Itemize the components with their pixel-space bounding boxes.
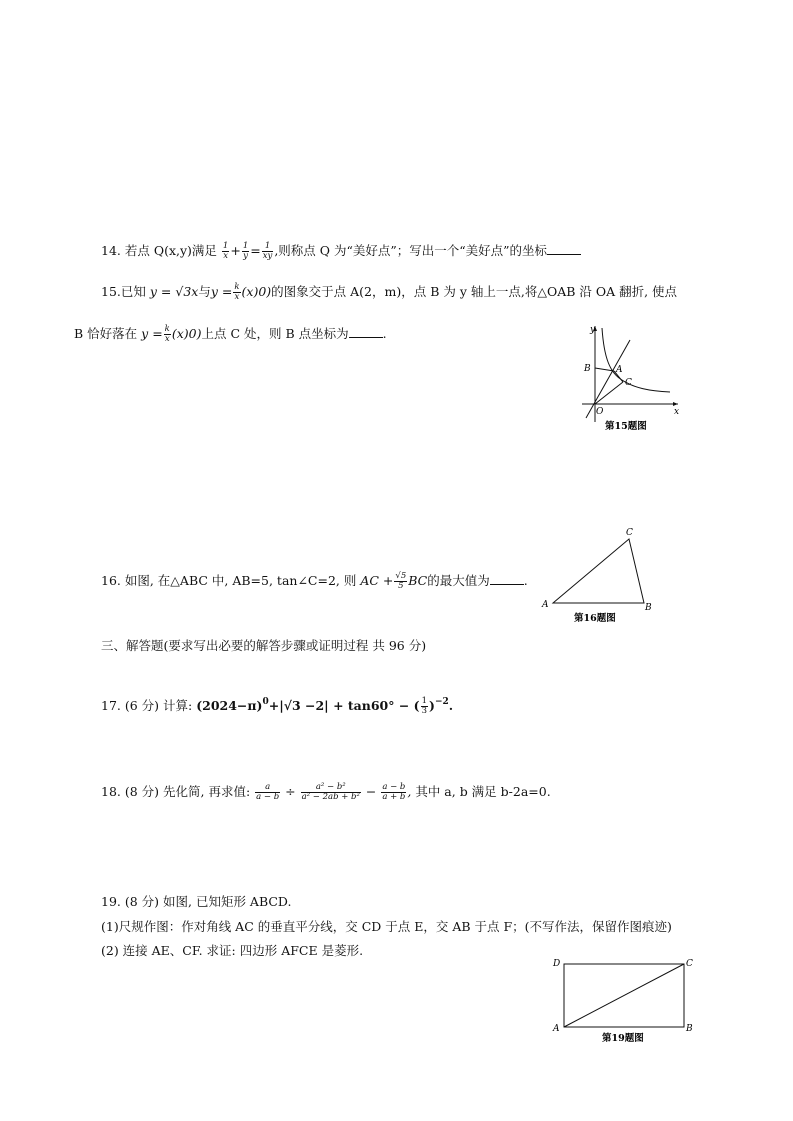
q15-prefix: 15.已知 [101, 284, 146, 299]
figure-19 [548, 952, 698, 1048]
fig19-a-label: A [553, 1024, 560, 1034]
q14-suffix: ,则称点 Q 为“美好点”；写出一个“美好点”的坐标 [274, 243, 548, 258]
fig19-caption: 第19题图 [602, 1033, 644, 1044]
q16-prefix: 16. 如图, 在△ABC 中, AB=5, tan∠C=2, 则 [101, 573, 357, 588]
fig15-y-label: y [590, 325, 596, 335]
q18-prefix: 18. (8 分) 先化简, 再求值: [101, 784, 255, 799]
section-3-heading: 三、解答题(要求写出必要的解答步骤或证明过程 共 96 分) [101, 638, 427, 653]
fig19-c-label: C [686, 959, 693, 969]
q16-expression: AC + $\frac{√5}{5}$ BC [360, 571, 428, 591]
question-15-line-2: B 恰好落在 y = $\frac{k}{x}$ (x)0)上点 C 处，则 B 点坐标为 . [74, 324, 387, 344]
q15-line2-prefix: B 恰好落在 [74, 326, 138, 341]
q17-expression: $(2024-\pi)^0+|√3 -2| + \tan 60^\circ$ − ( $\frac{1}{3}$ )$^{-2}$. [196, 696, 454, 716]
question-17 [101, 693, 453, 716]
fig19-d-label: D [553, 959, 561, 969]
q15-mid: 与 [198, 284, 211, 299]
q16-suffix: 的最大值为 [427, 573, 490, 588]
q15-curve-equation: y = $\frac{k}{x}$ (x)0) [210, 282, 272, 302]
fig16-a-label: A [542, 600, 549, 610]
question-18 [101, 783, 551, 802]
question-15-line-1 [101, 283, 677, 302]
question-16: 16. 如图, 在△ABC 中, AB=5, tan∠C=2, 则 AC + $\frac{√5}{5}$ BC的最大值为 . [101, 571, 528, 591]
figure-15-graph [574, 318, 684, 438]
fig15-a-label: A [616, 365, 623, 375]
q18-suffix: 其中 a, b 满足 b-2a=0. [411, 784, 551, 799]
q16-answer-blank [490, 572, 524, 585]
figure-16 [540, 524, 670, 628]
q15-line2-suffix: 上点 C 处，则 B 点坐标为 [201, 326, 349, 341]
fig15-b-label: B [584, 364, 591, 374]
q15-answer-blank [349, 325, 383, 338]
question-19-line-2: (1)尺规作图：作对角线 AC 的垂直平分线，交 CD 于点 E，交 AB 于点 F；(不写作法，保留作图痕迹) [101, 919, 672, 934]
figure-19-rectangle [548, 952, 698, 1048]
fig19-b-label: B [686, 1024, 693, 1034]
fig16-b-label: B [645, 603, 652, 613]
q15-suffix: 的图象交于点 A(2，m)，点 B 为 y 轴上一点,将△OAB 沿 OA 翻折, 使点 [271, 284, 678, 299]
q17-prefix: 17. (6 分) 计算: [101, 698, 197, 713]
question-14 [101, 242, 581, 261]
q15-curve-equation-2: y = $\frac{k}{x}$ (x)0) [141, 324, 202, 344]
q14-equation: $\frac{1}{x}$ + $\frac{1}{y}$ = $\frac{1}{xy}$ [222, 241, 273, 261]
q18-expression: $\frac{a}{a - b}$ ÷ $\frac{\text{a² − b²}}{\text{a² − 2ab + b²}}$ − $\frac{a - b}{a + b}$ , [256, 782, 412, 802]
fig15-x-label: x [674, 407, 680, 417]
q14-prefix: 14. 若点 Q(x,y)满足 [101, 243, 217, 258]
q15-line-equation: y = √3x [149, 284, 199, 299]
figure-15 [574, 318, 684, 438]
fig16-caption: 第16题图 [574, 613, 616, 624]
question-19-line-1: 19. (8 分) 如图, 已知矩形 ABCD. [101, 894, 292, 909]
fig15-o-label: O [596, 407, 604, 417]
fig16-c-label: C [626, 528, 633, 538]
question-19-line-3: (2) 连接 AE、CF. 求证: 四边形 AFCE 是菱形. [101, 943, 364, 958]
q14-answer-blank [547, 242, 581, 255]
fig15-caption: 第15题图 [605, 421, 647, 432]
figure-16-triangle [540, 524, 670, 628]
fig15-c-label: C [625, 378, 632, 388]
